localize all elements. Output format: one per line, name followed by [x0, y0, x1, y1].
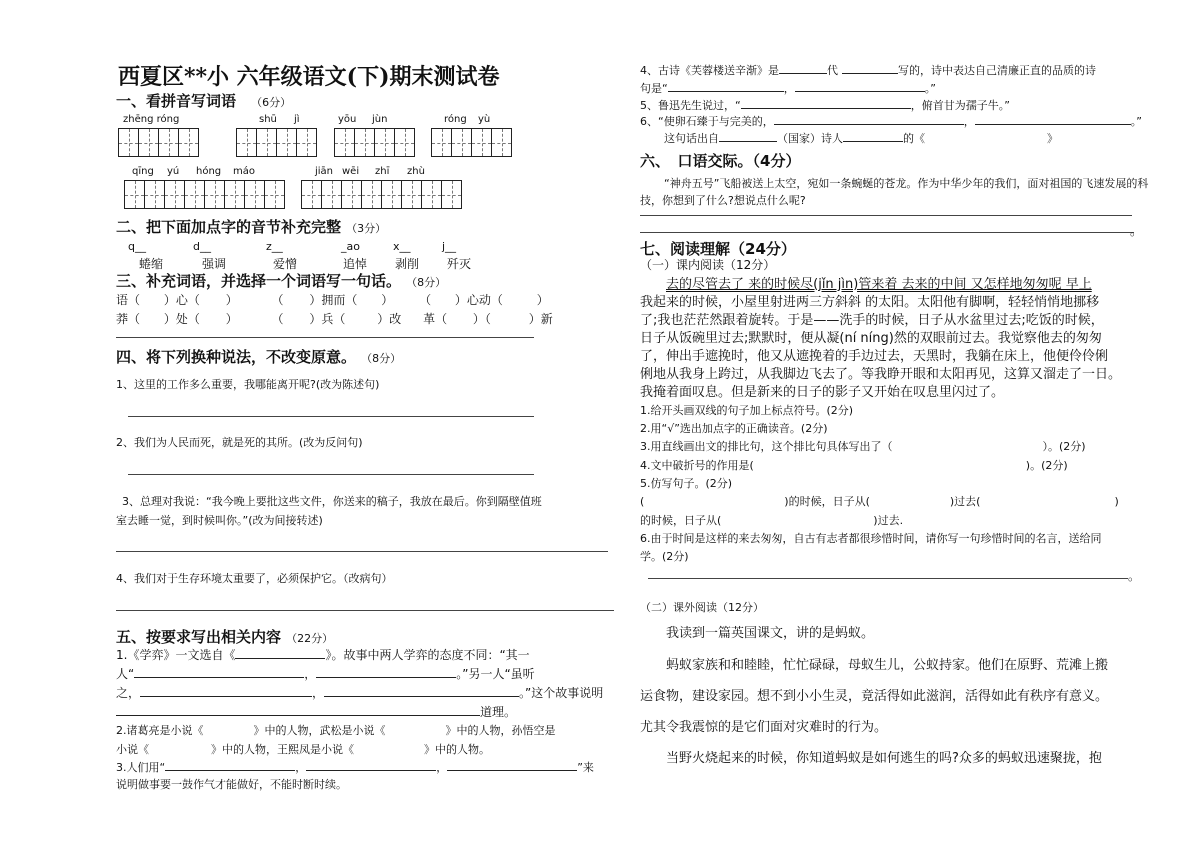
section-2-score: （3分） [346, 222, 387, 235]
question-text: )过去. [873, 514, 904, 527]
fill-text: 人“ [116, 667, 135, 681]
answer-line[interactable] [640, 215, 1132, 216]
fill-line [116, 703, 516, 720]
question-text: 4.文中破折号的作用是( [640, 459, 754, 472]
pinyin-label: wēi [342, 166, 360, 177]
section-2-heading [116, 216, 386, 237]
rewrite-question: 4、我们对于生存环境太重要了，必须保护它。（改病句） [116, 572, 393, 585]
grid-cell[interactable] [244, 180, 265, 209]
fill-text: 4、古诗《芙蓉楼送辛渐》是 [640, 64, 779, 77]
extract-line: 我读到一篇英国课文，讲的是蚂蚁。 [666, 626, 875, 641]
section-2-title: 二、把下面加点字的音节补充完整 [116, 218, 342, 236]
pinyin-label: qīng [132, 166, 154, 177]
syllable-blank[interactable]: z__ [266, 240, 283, 253]
pinyin-label: jiān [315, 166, 334, 177]
dotted-word: 歼灭 [447, 257, 472, 271]
fill-blank[interactable] [134, 665, 304, 678]
period-mark: 。 [1128, 569, 1141, 583]
fill-text: 》。故事中两人学弈的态度不同：“其一 [325, 648, 530, 662]
section-1-heading [116, 90, 291, 111]
grid-cell[interactable] [236, 128, 257, 157]
fill-line [116, 684, 603, 701]
pinyin-label: jùn [372, 114, 388, 125]
rewrite-question: 室去睡一觉，到时候叫你。”(改为间接转述) [116, 514, 323, 527]
question-text: ) [1114, 495, 1119, 508]
pinyin-label: jì [294, 114, 300, 125]
grid-cell[interactable] [224, 180, 245, 209]
pinyin-label: shū [259, 114, 277, 125]
dotted-word: 蜷缩 [139, 257, 164, 271]
grid-cell[interactable] [491, 128, 512, 157]
imitation-line [640, 493, 1119, 509]
syllable-blank[interactable]: d__ [193, 240, 211, 253]
grid-cell[interactable] [341, 180, 362, 209]
fill-text: ， [963, 115, 975, 128]
writing-grid [118, 128, 198, 157]
section-5-title: 五、按要求写出相关内容 [116, 628, 282, 646]
grid-cell[interactable] [354, 128, 375, 157]
fill-blank[interactable] [306, 758, 436, 771]
section-1-score: （6分） [251, 96, 292, 109]
passage-line: 我掩着面叹息。但是新来的日子的影子又开始在叹息里闪过了。 [640, 385, 1005, 400]
fill-blank[interactable] [165, 758, 295, 771]
dotted-word: 强调 [202, 257, 227, 271]
section-5-score: （22分） [286, 632, 334, 645]
idiom-part: ） [225, 293, 238, 307]
fill-line [640, 61, 1096, 78]
page-title: 西夏区**小 六年级语文(下)期末测试卷 [118, 64, 500, 90]
passage-line: 了;我也茫茫然跟着旋转。于是——洗手的时候，日子从水盆里过去;吃饭的时候， [640, 313, 1104, 328]
grid-cell[interactable] [471, 128, 492, 157]
fill-text: 句是“ [640, 82, 668, 95]
grid-cell[interactable] [178, 128, 199, 157]
passage-line: 了，伸出手遮挽时，他又从遮挽着的手边过去，天黑时，我躺在床上，他便伶伶俐 [640, 349, 1109, 364]
grid-cell[interactable] [118, 128, 139, 157]
fill-blank[interactable] [668, 79, 784, 92]
fill-text: 代 [827, 64, 838, 77]
idiom-part: ）兵（ [309, 312, 346, 326]
section-4-heading [116, 346, 401, 367]
reading-question: 5.仿写句子。(2分) [640, 477, 733, 490]
fill-blank[interactable] [779, 61, 827, 74]
syllable-blank[interactable]: j__ [442, 240, 457, 253]
answer-line[interactable] [640, 232, 1134, 233]
dotted-word: 剥削 [395, 257, 420, 271]
pinyin-label: hóng [196, 166, 222, 177]
idiom-part: ）（ [472, 312, 491, 326]
section-6-heading: 六、 口语交际。（4分） [640, 152, 801, 170]
grid-cell[interactable] [144, 180, 165, 209]
answer-line[interactable] [128, 416, 534, 417]
reading-question [640, 438, 1086, 454]
passage-line: 俐地从我身上跨过，从我脚边飞去了。等我睁开眼和太阳再见，这算又溜走了一日。 [640, 367, 1122, 382]
writing-grid [124, 180, 284, 209]
fill-text: 的《 [903, 132, 925, 145]
idiom-part: ）心动（ [454, 293, 503, 307]
fill-text: 》中的人物，王熙凤是小说《 [211, 743, 354, 756]
passage-line: 去的尽管去了 来的时候尽(jǐn jìn)管来着 去来的中间 又怎样地匆匆呢 早上 [666, 277, 1092, 292]
section-3-title: 三、补充词语，并选择一个词语写一句话。 [116, 272, 402, 290]
grid-cell[interactable] [158, 128, 179, 157]
grid-cell[interactable] [401, 180, 422, 209]
fill-text: 。”这个故事说明 [519, 686, 604, 700]
writing-grid [301, 180, 461, 209]
fill-line [640, 79, 936, 96]
reading-question: 1.给开头画双线的句子加上标点符号。(2分) [640, 404, 854, 417]
extract-line: 当野火烧起来的时候，你知道蚂蚁是如何逃生的吗?众多的蚂蚁迅速聚拢，抱 [666, 751, 1102, 766]
rewrite-question: 3、总理对我说：“我今晚上要批这些文件，你送来的稿子，我放在最后。你到隔壁值班 [122, 495, 542, 508]
grid-cell[interactable] [421, 180, 442, 209]
reading-question [640, 457, 1068, 473]
fill-text: 3.人们用“ [116, 761, 166, 774]
idiom-part: ）拥而（ [309, 293, 358, 307]
answer-line[interactable] [116, 337, 534, 338]
fill-text: （国家）诗人 [777, 132, 843, 145]
idiom-part: ）处（ [163, 312, 200, 326]
question-text: ）。(2分) [1042, 440, 1086, 453]
pinyin-label: máo [233, 166, 255, 177]
idiom-row-2 [116, 310, 553, 327]
fill-text: 2.诸葛亮是小说《 [116, 724, 204, 737]
extract-line: 蚂蚁家族和和睦睦，忙忙碌碌，母蚁生儿，公蚁持家。他们在原野、荒滩上搬 [666, 658, 1109, 673]
grid-cell[interactable] [374, 128, 395, 157]
grid-cell[interactable] [184, 180, 205, 209]
fill-text: 道理。 [480, 705, 517, 719]
question-text: )的时候，日子从( [784, 495, 870, 508]
passage-line: 我起来的时候，小屋里射进两三方斜斜 的太阳。太阳他有脚啊，轻轻悄悄地挪移 [640, 295, 1100, 310]
grid-cell[interactable] [441, 180, 462, 209]
answer-line[interactable] [128, 474, 534, 475]
fill-text: ， [312, 686, 325, 700]
writing-grid [236, 128, 316, 157]
pinyin-label: zhù [407, 166, 425, 177]
fill-text: 》中的人物。 [424, 743, 490, 756]
section-3-heading [116, 270, 446, 291]
grid-cell[interactable] [381, 180, 402, 209]
fill-blank[interactable] [843, 129, 903, 142]
extract-line: 运食物，建设家园。想不到小小生灵，竟活得如此滋润，活得如此有秩序有意义。 [640, 689, 1109, 704]
fill-text: ， [295, 761, 307, 774]
question-text: ( [640, 495, 645, 508]
reading-question: 2.用“√”选出加点字的正确读音。(2分) [640, 422, 828, 435]
grid-cell[interactable] [124, 180, 145, 209]
fill-blank[interactable] [774, 112, 964, 125]
question-text: 3.用直线画出文的排比句，这个排比句具体写出了（ [640, 440, 893, 453]
fill-text: 。”另一人“虽听 [456, 667, 535, 681]
grid-cell[interactable] [431, 128, 452, 157]
reading-question: 学。(2分) [640, 550, 689, 563]
fill-blank[interactable] [795, 79, 925, 92]
idiom-part: （ [271, 312, 284, 326]
period-mark: 。 [1130, 224, 1143, 238]
fill-text: ， [436, 761, 448, 774]
fill-text: 1.《学弈》一文选自《 [116, 648, 236, 662]
fill-blank[interactable] [324, 684, 519, 697]
syllable-blank[interactable]: _ao [341, 240, 360, 253]
grid-cell[interactable] [394, 128, 415, 157]
pinyin-label: róng [444, 114, 467, 125]
fill-text: 》中的人物，孙悟空是 [445, 724, 556, 737]
grid-cell[interactable] [264, 180, 285, 209]
fill-line [116, 646, 530, 663]
section-1-title: 一、看拼音写词语 [116, 92, 237, 110]
idiom-part: ）心（ [163, 293, 200, 307]
fill-text: 。” [924, 82, 936, 95]
passage-line: 日子从饭碗里过去;默默时，便从凝(ní níng)然的双眼前过去。我觉察他去的匆匆 [640, 331, 1102, 346]
fill-text: 》中的人物，武松是小说《 [253, 724, 386, 737]
syllable-blank[interactable]: x__ [393, 240, 411, 253]
rewrite-question: 1、这里的工作多么重要，我哪能离开呢?(改为陈述句) [116, 378, 380, 391]
fill-text: ， [304, 667, 317, 681]
grid-cell[interactable] [276, 128, 297, 157]
grid-cell[interactable] [296, 128, 317, 157]
fill-blank[interactable] [235, 646, 325, 659]
writing-grid [431, 128, 511, 157]
section-3-score: （8分） [406, 276, 447, 289]
grid-cell[interactable] [451, 128, 472, 157]
idiom-part: （ [271, 293, 284, 307]
answer-line[interactable] [116, 551, 608, 552]
grid-cell[interactable] [164, 180, 185, 209]
grid-cell[interactable] [256, 128, 277, 157]
fill-blank[interactable] [116, 703, 480, 716]
grid-cell[interactable] [204, 180, 225, 209]
section-5-heading [116, 626, 333, 647]
subsection-title: （二）课外阅读（12分） [640, 601, 764, 614]
imitation-line [640, 512, 903, 528]
fill-text: 写的，诗中表达自己清廉正直的品质的诗 [898, 64, 1096, 77]
grid-cell[interactable] [301, 180, 322, 209]
answer-line[interactable] [648, 578, 1128, 579]
fill-line [640, 96, 1010, 113]
dotted-word: 追悼 [343, 257, 368, 271]
section-7-heading: 七、阅读理解（24分） [640, 240, 796, 258]
fill-text: 5、鲁迅先生说过，“ [640, 99, 741, 112]
fill-line [116, 758, 594, 775]
dotted-word: 爱憎 [273, 257, 298, 271]
fill-blank[interactable] [719, 129, 777, 142]
grid-cell[interactable] [334, 128, 355, 157]
fill-text: ， [783, 82, 795, 95]
idiom-part: 莽（ [116, 312, 141, 326]
idiom-part: 语（ [116, 293, 141, 307]
grid-cell[interactable] [138, 128, 159, 157]
fill-text: 之， [116, 686, 141, 700]
fill-line [116, 741, 490, 757]
fill-blank[interactable] [447, 758, 577, 771]
oral-prompt: “神舟五号”飞船被送上太空，宛如一条蜿蜒的苍龙。作为中华少年的我们，面对祖国的飞速发展的科 [664, 177, 1149, 190]
pinyin-label: yù [478, 114, 491, 125]
fill-line [116, 665, 535, 682]
oral-prompt: 技，你想到了什么?想说点什么呢? [640, 194, 806, 207]
fill-line [640, 112, 1142, 129]
idiom-part: ） [381, 293, 394, 307]
fill-text: ，俯首甘为孺子牛。” [910, 99, 1010, 112]
fill-text: 说明做事要一鼓作气才能做好，不能时断时续。 [116, 778, 347, 791]
fill-text: 6、“使卵石臻于与完美的， [640, 115, 774, 128]
idiom-part: ） [536, 293, 549, 307]
idiom-part: （ [419, 293, 432, 307]
fill-text: 。” [1130, 115, 1142, 128]
section-4-score: （8分） [361, 352, 402, 365]
pinyin-label: yōu [338, 114, 357, 125]
idiom-part: 革（ [423, 312, 448, 326]
reading-question: 6.由于时间是这样的来去匆匆，自古有志者都很珍惜时间，请你写一句珍惜时间的名言，送给同 [640, 532, 1102, 545]
grid-cell[interactable] [361, 180, 382, 209]
fill-blank[interactable] [140, 684, 312, 697]
pinyin-label: zhī [375, 166, 390, 177]
fill-blank[interactable] [842, 61, 898, 74]
fill-text: 小说《 [116, 743, 149, 756]
fill-blank[interactable] [975, 112, 1131, 125]
question-text: )。(2分) [1025, 459, 1068, 472]
question-text: )过去( [949, 495, 981, 508]
syllable-blank[interactable]: q__ [128, 240, 146, 253]
pinyin-label: zhēng róng [123, 114, 180, 125]
rewrite-question: 2、我们为人民而死，就是死的其所。(改为反问句) [116, 436, 363, 449]
extract-line: 尤其令我震惊的是它们面对灾难时的行为。 [640, 720, 888, 735]
fill-text: 这句话出自 [664, 132, 719, 145]
idiom-row-1 [116, 291, 549, 308]
subsection-title: （一）课内阅读（12分） [640, 258, 776, 272]
pinyin-label: yú [167, 166, 180, 177]
idiom-part: ）新 [528, 312, 553, 326]
question-text: 的时候，日子从( [640, 514, 722, 527]
fill-text: ”来 [577, 761, 594, 774]
idiom-part: ）改 [377, 312, 402, 326]
writing-grid [334, 128, 414, 157]
grid-cell[interactable] [321, 180, 342, 209]
fill-blank[interactable] [316, 665, 456, 678]
answer-line[interactable] [116, 610, 614, 611]
fill-line [116, 722, 556, 738]
idiom-part: ） [225, 312, 238, 326]
fill-blank[interactable] [741, 96, 911, 109]
section-4-title: 四、将下列换种说法，不改变原意。 [116, 348, 357, 366]
fill-line [664, 129, 1058, 146]
fill-text: 》 [1047, 132, 1058, 145]
